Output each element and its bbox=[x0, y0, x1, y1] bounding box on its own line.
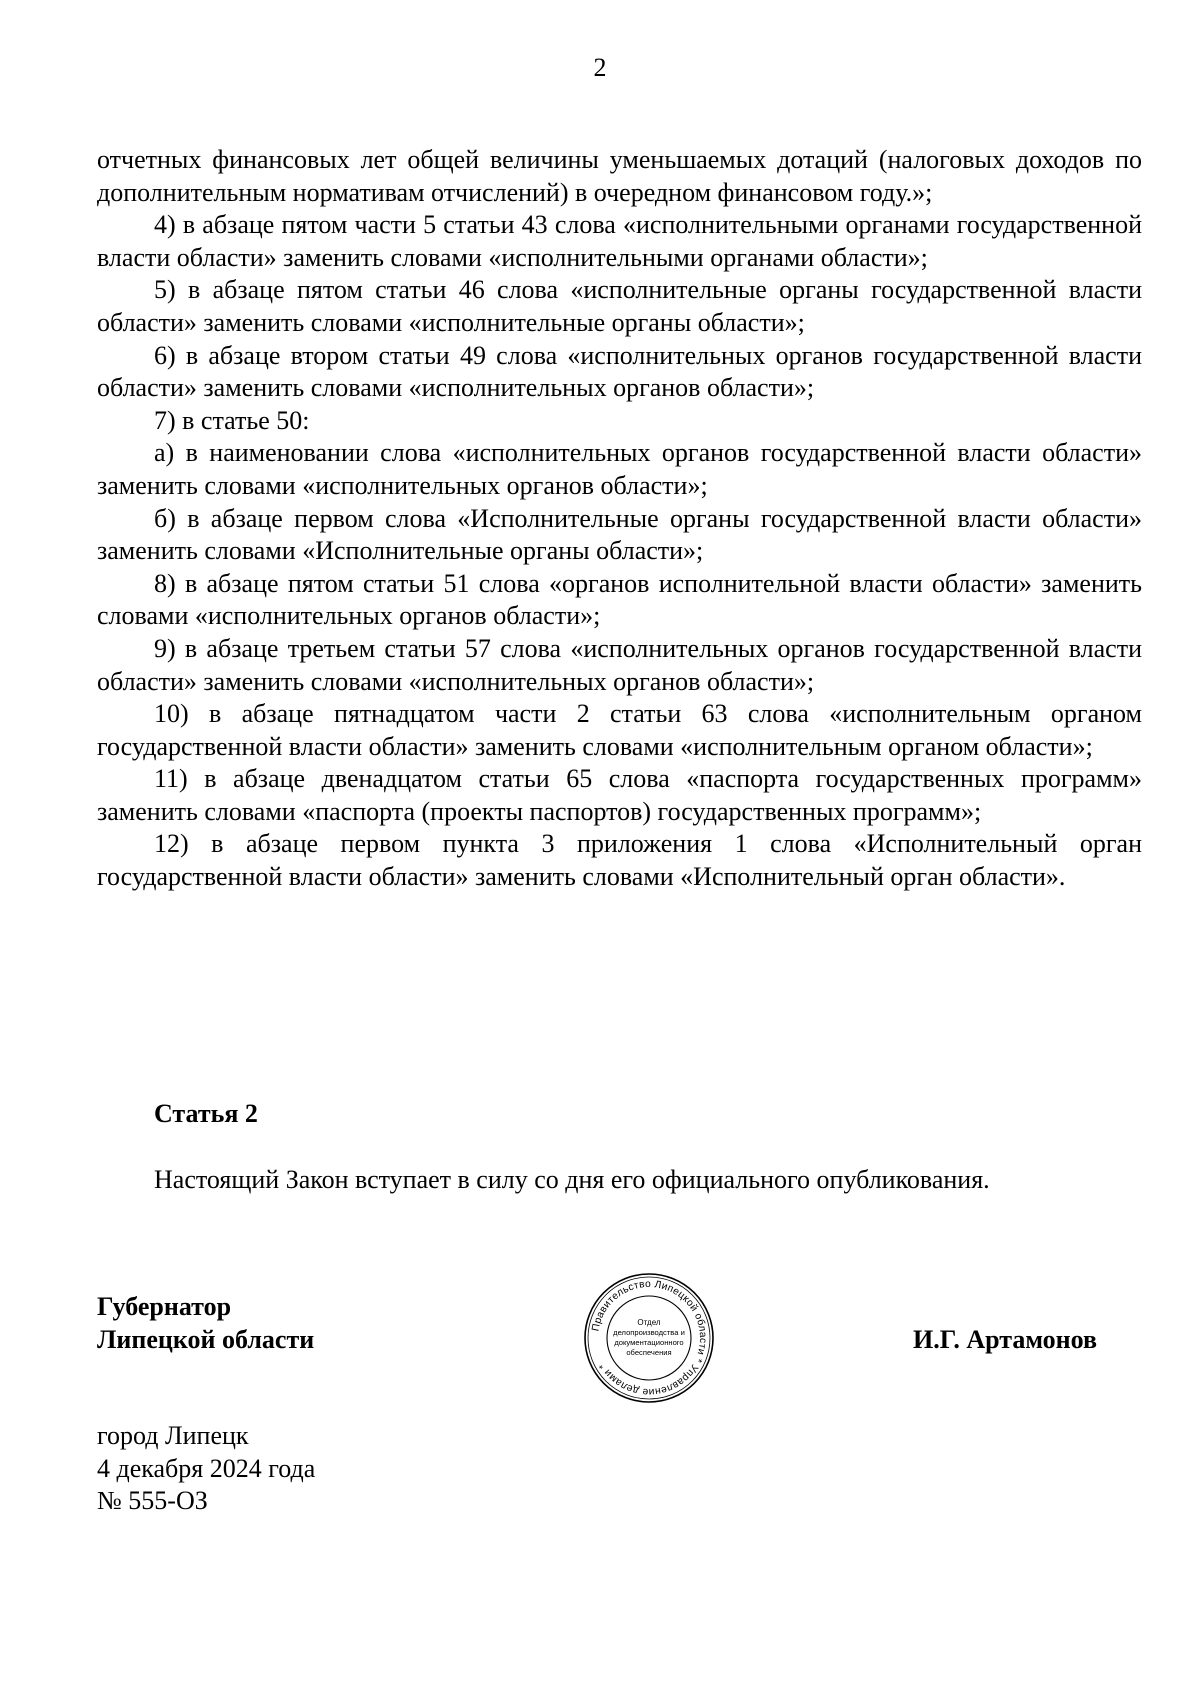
amendment-item-7: 7) в статье 50: bbox=[154, 405, 310, 435]
seal-inner-line1: Отдел bbox=[637, 1318, 661, 1327]
seal-inner-line3: документационного bbox=[614, 1338, 684, 1347]
footer-date: 4 декабря 2024 года bbox=[97, 1453, 316, 1483]
amendments-list bbox=[97, 144, 1142, 894]
paragraph-continuation: отчетных финансовых лет общей величины уменьшаемых дотаций (налоговых доходов по дополнительным нормативам отчислений) в очередном финансовом году.»; bbox=[97, 145, 1142, 207]
seal-inner-line2: делопроизводства и bbox=[613, 1328, 685, 1337]
amendment-item-9: 9) в абзаце третьем статьи 57 слова «исполнительных органов государственной власти области» заменить словами «исполнительных органов области»; bbox=[97, 633, 1142, 696]
signature-name: И.Г. Артамонов bbox=[913, 1325, 1098, 1354]
amendment-item-6: 6) в абзаце втором статьи 49 слова «исполнительных органов государственной власти области» заменить словами «исполнительных органов области»; bbox=[97, 340, 1142, 403]
signature-title-line2: Липецкой области bbox=[97, 1325, 315, 1354]
signature-title-line1: Губернатор bbox=[97, 1292, 232, 1321]
amendment-item-11: 11) в абзаце двенадцатом статьи 65 слова «паспорта государственных программ» заменить словами «паспорта (проекты паспортов) государственных программ»; bbox=[97, 764, 1142, 826]
amendment-item-4: 4) в абзаце пятом части 5 статьи 43 слова «исполнительными органами государственной власти области» заменить словами «исполнительными органами области»; bbox=[97, 210, 1142, 272]
amendment-item-8: 8) в абзаце пятом статьи 51 слова «органов исполнительной власти области» заменить словами «исполнительных органов области»; bbox=[97, 568, 1142, 631]
page-number: 2 bbox=[593, 53, 607, 82]
official-seal bbox=[583, 1272, 715, 1404]
amendment-item-12: 12) в абзаце первом пункта 3 приложения 1 слова «Исполнительный орган государственной власти области» заменить словами «Исполнительный орган области». bbox=[97, 829, 1142, 892]
amendment-item-10: 10) в абзаце пятнадцатом части 2 статьи 63 слова «исполнительным органом государственной власти области» заменить словами «исполнительным органом области»; bbox=[97, 699, 1142, 761]
seal-inner-line4: обеспечения bbox=[626, 1348, 672, 1357]
signature-title bbox=[97, 1290, 314, 1356]
article-heading: Статья 2 bbox=[154, 1099, 258, 1128]
seal-outer-text: Правительство Липецкой области * Управление делами * bbox=[590, 1278, 709, 1398]
amendment-item-7a: а) в наименовании слова «исполнительных органов государственной власти области» заменить словами «исполнительных органов области»; bbox=[97, 438, 1142, 500]
document-footer bbox=[97, 1420, 315, 1518]
amendment-item-5: 5) в абзаце пятом статьи 46 слова «исполнительные органы государственной власти области» заменить словами «исполнительные органы области»; bbox=[97, 275, 1142, 337]
footer-number: № 555-ОЗ bbox=[97, 1486, 208, 1515]
article-text: Настоящий Закон вступает в силу со дня его официального опубликования. bbox=[154, 1165, 990, 1194]
amendment-item-7b: б) в абзаце первом слова «Исполнительные органы государственной власти области» заменить словами «Исполнительные органы области»; bbox=[97, 503, 1142, 566]
footer-city: город Липецк bbox=[97, 1421, 249, 1450]
